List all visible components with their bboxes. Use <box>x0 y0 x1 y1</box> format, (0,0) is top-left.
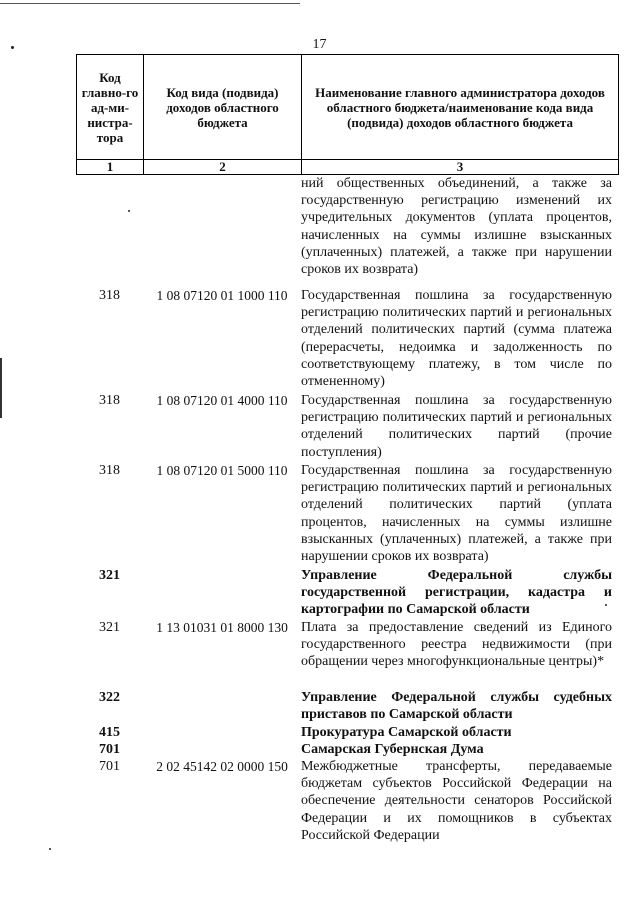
table-row <box>76 392 618 462</box>
income-code: 2 02 45142 02 0000 150 <box>156 759 288 774</box>
page-number: 17 <box>312 37 327 52</box>
header-num-1: 1 <box>77 160 144 175</box>
header-num-3: 3 <box>302 160 619 175</box>
header-name: Наименование главного администратора доходов областного бюджета/наименование кода вида (подвида) доходов областного бюджета <box>302 55 619 160</box>
table-row <box>76 619 618 689</box>
table-row <box>76 758 618 846</box>
table-header <box>76 54 619 175</box>
table-row <box>76 724 618 741</box>
admin-code: 318 <box>99 463 120 478</box>
income-code: 1 13 01031 01 8000 130 <box>156 620 288 635</box>
income-name: Прокуратура Самарской области <box>301 725 512 740</box>
income-code: 1 08 07120 01 1000 110 <box>156 288 288 303</box>
income-name: Государственная пошлина за государственную регистрацию политических партий и региональных отделений политических партий (сумма платежа (перерасчеты, недоимка и задолженность по соответствующему платежу, в том числе по отмененному) <box>301 288 612 390</box>
income-name: Межбюджетные трансферты, передаваемые бюджетам субъектов Российской Федерации на обеспечение деятельности сенаторов Российской Федерации и их помощников в субъектах Российской Федерации <box>301 759 612 843</box>
income-name: Плата за предоставление сведений из Единого государственного реестра недвижимости (при обращении через многофункциональные центры)* <box>301 620 612 670</box>
admin-code: 321 <box>99 568 120 583</box>
table-body <box>76 175 618 846</box>
admin-code: 318 <box>99 288 120 303</box>
scan-speck <box>49 848 51 850</box>
header-admin-code: Код главно-го ад-ми-нистра-тора <box>77 55 144 160</box>
income-name: Государственная пошлина за государственную регистрацию политических партий и региональных отделений политических партий (прочие поступления) <box>301 393 612 460</box>
admin-code: 701 <box>99 742 120 757</box>
admin-code: 318 <box>99 393 120 408</box>
income-name: Управление Федеральной службы судебных приставов по Самарской области <box>301 690 612 723</box>
header-num-2: 2 <box>144 160 302 175</box>
table-row <box>76 741 618 758</box>
admin-code: 321 <box>99 620 120 635</box>
top-rule <box>0 3 300 4</box>
admin-code: 415 <box>99 725 120 740</box>
scan-edge-mark <box>0 358 2 418</box>
income-name: Управление Федеральной службы государственной регистрации, кадастра и картографии по Самарской области <box>301 568 612 618</box>
income-name: Самарская Губернская Дума <box>301 742 484 757</box>
income-name: Государственная пошлина за государственную регистрацию политических партий и региональных отделений политических партий (уплата процентов, начисленных на суммы излишне взысканных (уплаченных) платежей, а также при нарушении сроков их возврата) <box>301 463 612 565</box>
header-income-code: Код вида (подвида) доходов областного бюджета <box>144 55 302 160</box>
table-row <box>76 287 618 392</box>
income-code: 1 08 07120 01 5000 110 <box>156 463 288 478</box>
table-row <box>76 462 618 567</box>
table-row <box>76 567 618 619</box>
admin-code: 322 <box>99 690 120 705</box>
income-name: ний общественных объединений, а также за государственную регистрацию изменений их учредительных документов (уплата процентов, начисленных на суммы излишне взысканных (уплаченных) платежей, а также при нарушении сроков их возврата) <box>301 176 612 278</box>
admin-code: 701 <box>99 759 120 774</box>
table-row <box>76 175 618 287</box>
income-code: 1 08 07120 01 4000 110 <box>156 393 288 408</box>
table-row <box>76 689 618 724</box>
